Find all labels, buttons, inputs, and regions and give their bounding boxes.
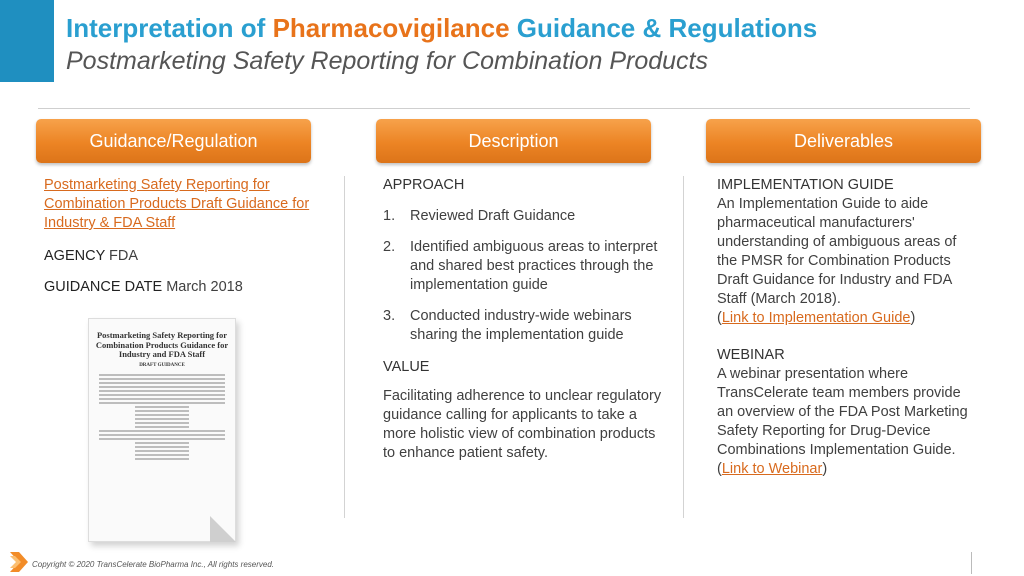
approach-step — [383, 207, 663, 226]
approach-heading: APPROACH — [383, 177, 465, 193]
approach-step — [383, 238, 663, 295]
guidance-date-value: March 2018 — [162, 279, 243, 295]
title-part2: Guidance & Regulations — [509, 13, 818, 43]
webinar-link[interactable]: Link to Webinar — [721, 461, 823, 477]
approach-step — [383, 307, 663, 345]
guidance-column — [44, 176, 314, 297]
paren-open: ( — [717, 310, 722, 326]
description-column — [383, 176, 663, 463]
step-number: 1. — [383, 208, 396, 224]
transcelerate-chevron-icon — [10, 552, 28, 572]
approach-list — [383, 207, 663, 345]
implementation-guide-heading: IMPLEMENTATION GUIDE — [717, 177, 894, 193]
page-title — [66, 13, 817, 44]
guidance-document-thumbnail — [88, 318, 236, 542]
deliverables-header: Deliverables — [706, 119, 981, 163]
step-number: 2. — [383, 239, 396, 255]
copyright-text: Copyright © 2020 TransCelerate BioPharma Inc., All rights reserved. — [32, 560, 274, 569]
paren-open: ( — [717, 461, 722, 477]
agency-label: AGENCY — [44, 248, 105, 264]
step-text: Reviewed Draft Guidance — [410, 208, 576, 224]
doc-thumbnail-text-lines — [99, 374, 225, 460]
paren-close: ) — [910, 310, 916, 326]
value-text: Facilitating adherence to unclear regulatory guidance calling for applicants to take a more holistic view of combination products to enhance patient safety. — [383, 388, 662, 461]
description-header: Description — [376, 119, 651, 163]
title-highlight: Pharmacovigilance — [272, 13, 510, 43]
webinar-heading: WEBINAR — [717, 347, 785, 363]
webinar-link-line — [717, 460, 979, 479]
doc-thumbnail-subtitle: DRAFT GUIDANCE — [139, 362, 185, 368]
title-part1: Interpretation of — [66, 13, 273, 43]
title-accent-bar — [0, 0, 54, 82]
column-divider — [344, 176, 345, 518]
agency-value: FDA — [104, 248, 139, 264]
page-curl — [210, 516, 236, 542]
guidance-link[interactable]: Postmarketing Safety Reporting for Combination Products Draft Guidance for Industry & FDA Staff — [44, 177, 310, 231]
implementation-guide-link-line — [717, 309, 979, 328]
value-heading: VALUE — [383, 359, 430, 375]
guidance-header: Guidance/Regulation — [36, 119, 311, 163]
divider — [38, 108, 970, 109]
column-divider — [683, 176, 684, 518]
guidance-date-label: GUIDANCE DATE — [44, 279, 163, 295]
implementation-guide-text: An Implementation Guide to aide pharmaceutical manufacturers' understanding of ambiguous areas of the PMSR for Combination Products Draft Guidance for Industry and FDA Staff (March 2018). — [717, 196, 957, 307]
doc-thumbnail-title: Postmarketing Safety Reporting for Combination Products Guidance for Industry and FDA Staff — [95, 330, 229, 359]
step-text: Conducted industry-wide webinars sharing the implementation guide — [410, 308, 632, 343]
paren-close: ) — [822, 461, 828, 477]
webinar-text: A webinar presentation where TransCelerate team members provide an overview of the FDA Post Marketing Safety Reporting for Drug-Device Combinations Implementation Guide. — [717, 366, 968, 458]
footer-divider — [971, 552, 972, 574]
deliverables-column — [717, 176, 979, 479]
step-text: Identified ambiguous areas to interpret and shared best practices through the implementation guide — [410, 239, 658, 293]
page-subtitle: Postmarketing Safety Reporting for Combination Products — [66, 47, 708, 75]
step-number: 3. — [383, 308, 396, 324]
implementation-guide-link[interactable]: Link to Implementation Guide — [721, 310, 911, 326]
